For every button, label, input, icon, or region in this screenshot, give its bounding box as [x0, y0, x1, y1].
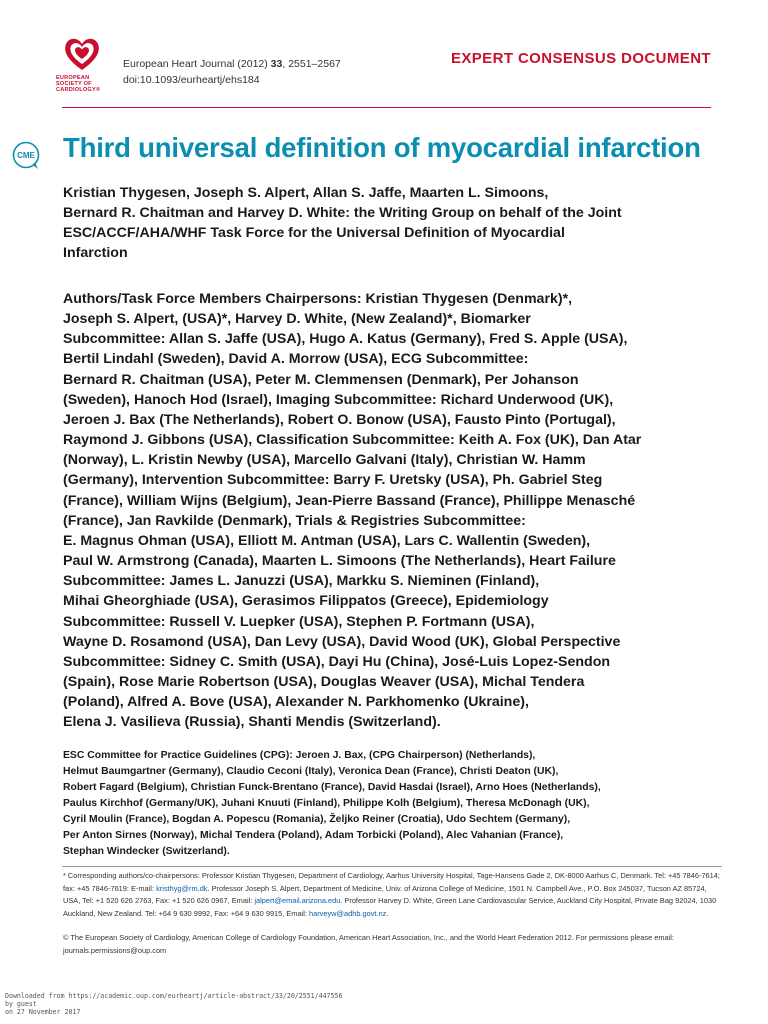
download-line: on 27 November 2017: [5, 1008, 81, 1017]
author-line: Authors/Task Force Members Chairpersons: Kristian Thygesen (Denmark)*,: [63, 291, 573, 307]
writing-group-line: ESC/ACCF/AHA/WHF Task Force for the Universal Definition of Myocardial: [63, 225, 565, 241]
footnote-text: . Professor Joseph S. Alpert, Department of Medicine, Univ. of Arizona College of Medicine, 1501 N. Campbell Ave., P.O. Box 245037, Tucson AZ 85724, USA, Tel: +1 520 626 2763, Fax: +1 520 626 0967, Email:: [63, 883, 707, 906]
author-line: (Spain), Rose Marie Robertson (USA), Douglas Weaver (USA), Michal Tendera: [63, 673, 585, 690]
cpg-line: Robert Fagard (Belgium), Christian Funck-Brentano (France), David Hasdai (Israel), Arno Hoes (Netherlands),: [63, 782, 601, 793]
corresponding-authors-note: [63, 870, 723, 920]
cpg-line: ESC Committee for Practice Guidelines (CPG): Jeroen J. Bax, (CPG Chairperson) (Netherlands),: [63, 750, 536, 761]
author-line: (France), Jan Ravkilde (Denmark), Trials & Registries Subcommittee:: [63, 512, 526, 529]
author-line: Joseph S. Alpert, (USA)*, Harvey D. White, (New Zealand)*, Biomarker: [63, 311, 531, 328]
author-line: Subcommittee: Sidney C. Smith (USA), Dayi Hu (China), José-Luis Lopez-Sendon: [63, 653, 611, 670]
cpg-line: Helmut Baumgartner (Germany), Claudio Ceconi (Italy), Veronica Dean (France), Christi Deaton (UK),: [63, 766, 559, 777]
author-line: Jeroen J. Bax (The Netherlands), Robert O. Bonow (USA), Fausto Pinto (Portugal),: [63, 411, 616, 428]
author-line: Raymond J. Gibbons (USA), Classification Subcommittee: Keith A. Fox (UK), Dan Atar: [63, 432, 642, 449]
cme-icon: [11, 140, 41, 170]
writing-group: [63, 183, 723, 263]
email-link[interactable]: jalpert@email.arizona.edu: [254, 896, 341, 906]
copyright-note: © The European Society of Cardiology, American College of Cardiology Foundation, American Heart Association, Inc., and the World Heart Federation 2012. For permissions please email: journals.permissions@oup.com: [63, 933, 674, 955]
author-line: Wayne D. Rosamond (USA), Dan Levy (USA), David Wood (UK), Global Perspective: [63, 633, 621, 650]
journal-citation: [123, 56, 341, 88]
email-link[interactable]: kristhyg@rm.dk: [156, 883, 208, 893]
author-line: (Sweden), Hanoch Hod (Israel), Imaging Subcommittee: Richard Underwood (UK),: [63, 391, 614, 408]
download-line: by guest: [5, 1000, 37, 1009]
footnote-separator: [62, 866, 722, 867]
footnote-text: . Professor Harvey D. White, Green Lane Cardiovascular Service, Auckland City Hospital, Private Bag 92024, 1030 Auckland, New Zealand. Tel: +64 9 630 9992, Fax: +64 9 630 9915, Email:: [63, 896, 717, 918]
author-line: (Norway), L. Kristin Newby (USA), Marcello Galvani (Italy), Christian W. Hamm: [63, 452, 586, 469]
writing-group-line: Infarction: [63, 245, 128, 261]
header-rule: [62, 107, 711, 108]
author-line: Subcommittee: James L. Januzzi (USA), Markku S. Nieminen (Finland),: [63, 573, 540, 590]
footnote-text: * Corresponding authors/co-chairpersons: Professor Kristian Thygesen, Department of Cardiology, Aarhus University Hospital, Tage-Hansens Gade 2, DK-8000 Aarhus C, Denmark. Tel: +45 7846-7614; fax: +45 7846-7619: E-mail:: [63, 871, 720, 893]
author-line: Mihai Gheorghiade (USA), Gerasimos Filippatos (Greece), Epidemiology: [63, 593, 549, 610]
heart-logo-icon: [62, 34, 102, 74]
cpg-line: Cyril Moulin (France), Bogdan A. Popescu (Romania), Željko Reiner (Croatia), Udo Sechtem (Germany),: [63, 814, 571, 825]
footnote-text: .: [386, 908, 389, 918]
author-line: (Germany), Intervention Subcommittee: Barry F. Uretsky (USA), Ph. Gabriel Steg: [63, 472, 603, 489]
cpg-line: Stephan Windecker (Switzerland).: [63, 846, 230, 857]
journal-name: European Heart Journal (2012): [123, 58, 271, 70]
author-line: Bertil Lindahl (Sweden), David A. Morrow (USA), ECG Subcommittee:: [63, 351, 529, 368]
journal-reference: [123, 56, 341, 72]
email-link[interactable]: harveyw@adhb.govt.nz: [308, 908, 387, 918]
logo-text: [56, 75, 116, 94]
download-line: Downloaded from https://academic.oup.com/eurheartj/article-abstract/33/20/2551/447556: [5, 992, 343, 1000]
author-line: Bernard R. Chaitman (USA), Peter M. Clemmensen (Denmark), Per Johanson: [63, 371, 579, 388]
cpg-line: Paulus Kirchhof (Germany/UK), Juhani Knuuti (Finland), Philippe Kolh (Belgium), Theresa McDonagh (UK),: [63, 798, 590, 809]
journal-volume: 33: [270, 58, 283, 70]
author-line: Elena J. Vasilieva (Russia), Shanti Mendis (Switzerland).: [63, 714, 441, 731]
journal-doi: doi:10.1093/eurheartj/ehs184: [123, 74, 260, 86]
author-line: Subcommittee: Russell V. Luepker (USA), Stephen P. Fortmann (USA),: [63, 613, 535, 630]
logo-line: CARDIOLOGY®: [56, 87, 101, 94]
cpg-committee: [63, 748, 723, 860]
author-line: (France), William Wijns (Belgium), Jean-Pierre Bassand (France), Phillippe Menasché: [63, 492, 636, 509]
journal-pages: , 2551–2567: [282, 58, 341, 70]
cme-label: CME: [17, 151, 35, 160]
document-type: EXPERT CONSENSUS DOCUMENT: [450, 50, 711, 67]
author-line: E. Magnus Ohman (USA), Elliott M. Antman (USA), Lars C. Wallentin (Sweden),: [63, 532, 591, 549]
logo-line: EUROPEAN: [56, 75, 90, 81]
page-title: Third universal definition of myocardial infarction: [63, 132, 701, 163]
download-notice: [5, 992, 342, 1017]
writing-group-line: Kristian Thygesen, Joseph S. Alpert, Allan S. Jaffe, Maarten L. Simoons,: [63, 185, 549, 201]
task-force-members: [63, 289, 723, 732]
author-line: Subcommittee: Allan S. Jaffe (USA), Hugo A. Katus (Germany), Fred S. Apple (USA),: [63, 331, 628, 348]
writing-group-line: Bernard R. Chaitman and Harvey D. White: the Writing Group on behalf of the Joint: [63, 205, 622, 221]
logo-line: SOCIETY OF: [56, 81, 92, 88]
cpg-line: Per Anton Sirnes (Norway), Michal Tendera (Poland), Adam Torbicki (Poland), Alec Vahanian (France),: [63, 830, 564, 841]
esc-logo: [56, 34, 116, 104]
cme-badge: [11, 140, 41, 170]
author-line: (Poland), Alfred A. Bove (USA), Alexander N. Parkhomenko (Ukraine),: [63, 694, 529, 711]
author-line: Paul W. Armstrong (Canada), Maarten L. Simoons (The Netherlands), Heart Failure: [63, 553, 616, 570]
